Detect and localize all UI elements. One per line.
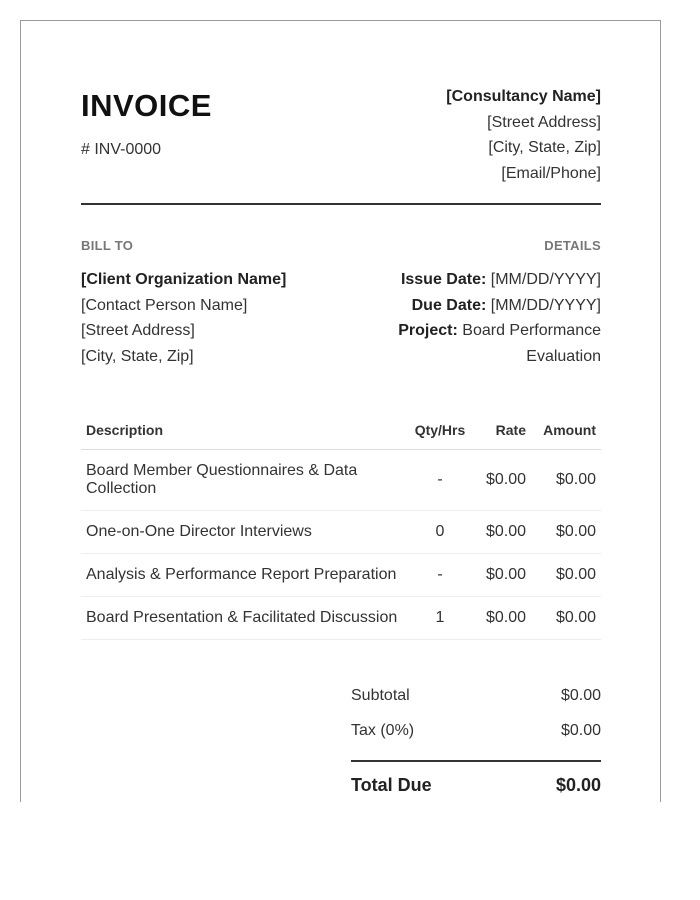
row-amount: $0.00 [531, 511, 601, 554]
total-due-row [351, 775, 601, 796]
tax-row [351, 722, 601, 740]
company-contact: [Email/Phone] [501, 165, 601, 183]
row-rate: $0.00 [476, 450, 531, 511]
bill-to-label: BILL TO [81, 238, 134, 253]
total-divider [351, 760, 601, 762]
row-qty: 0 [404, 511, 476, 554]
due-date-value: [MM/DD/YYYY] [490, 296, 601, 314]
header-description: Description [81, 411, 404, 450]
details-label: DETAILS [544, 238, 601, 253]
company-street: [Street Address] [487, 113, 601, 131]
row-amount: $0.00 [531, 450, 601, 511]
company-name: [Consultancy Name] [446, 88, 601, 105]
row-amount: $0.00 [531, 597, 601, 640]
project-label: Project: [398, 322, 458, 340]
row-description: One-on-One Director Interviews [81, 511, 404, 554]
invoice-sheet [20, 20, 661, 802]
tax-value: $0.00 [560, 722, 601, 739]
subtotal-label: Subtotal [351, 687, 410, 704]
total-due-value: $0.00 [555, 775, 601, 795]
table-header-row [81, 411, 601, 450]
row-qty: - [404, 450, 476, 511]
row-description: Board Member Questionnaires & Data Collection [81, 450, 404, 511]
total-due-label: Total Due [351, 775, 432, 795]
header-amount: Amount [531, 411, 601, 450]
row-rate: $0.00 [476, 511, 531, 554]
issue-date-label: Issue Date: [400, 271, 487, 288]
header-qty: Qty/Hrs [404, 411, 476, 450]
company-city: [City, State, Zip] [488, 139, 601, 157]
row-rate: $0.00 [476, 554, 531, 597]
row-qty: - [404, 554, 476, 597]
row-amount: $0.00 [531, 554, 601, 597]
invoice-title: INVOICE [81, 88, 212, 123]
due-date-line [361, 293, 601, 319]
table-row [81, 597, 601, 640]
client-contact-person: [Contact Person Name] [81, 296, 248, 314]
project-line [361, 318, 601, 369]
subtotal-row [351, 687, 601, 705]
row-description: Analysis & Performance Report Preparation [81, 554, 404, 597]
row-description: Board Presentation & Facilitated Discussion [81, 597, 404, 640]
client-city: [City, State, Zip] [81, 348, 194, 366]
header-rate: Rate [476, 411, 531, 450]
line-items-table [81, 411, 601, 640]
details-block [361, 267, 601, 370]
due-date-label: Due Date: [411, 296, 487, 314]
row-rate: $0.00 [476, 597, 531, 640]
row-qty: 1 [404, 597, 476, 640]
client-street: [Street Address] [81, 322, 195, 340]
bill-to-block [81, 267, 286, 370]
subtotal-value: $0.00 [560, 687, 601, 704]
issue-date-value: [MM/DD/YYYY] [490, 271, 601, 288]
table-row [81, 511, 601, 554]
table-row [81, 554, 601, 597]
client-organization: [Client Organization Name] [81, 271, 287, 288]
table-row [81, 450, 601, 511]
invoice-number: # INV-0000 [81, 141, 162, 158]
tax-label: Tax (0%) [351, 722, 415, 739]
project-value: Board Performance Evaluation [462, 322, 601, 366]
company-info [446, 84, 601, 187]
header-divider [81, 203, 601, 205]
issue-date-line [361, 267, 601, 293]
